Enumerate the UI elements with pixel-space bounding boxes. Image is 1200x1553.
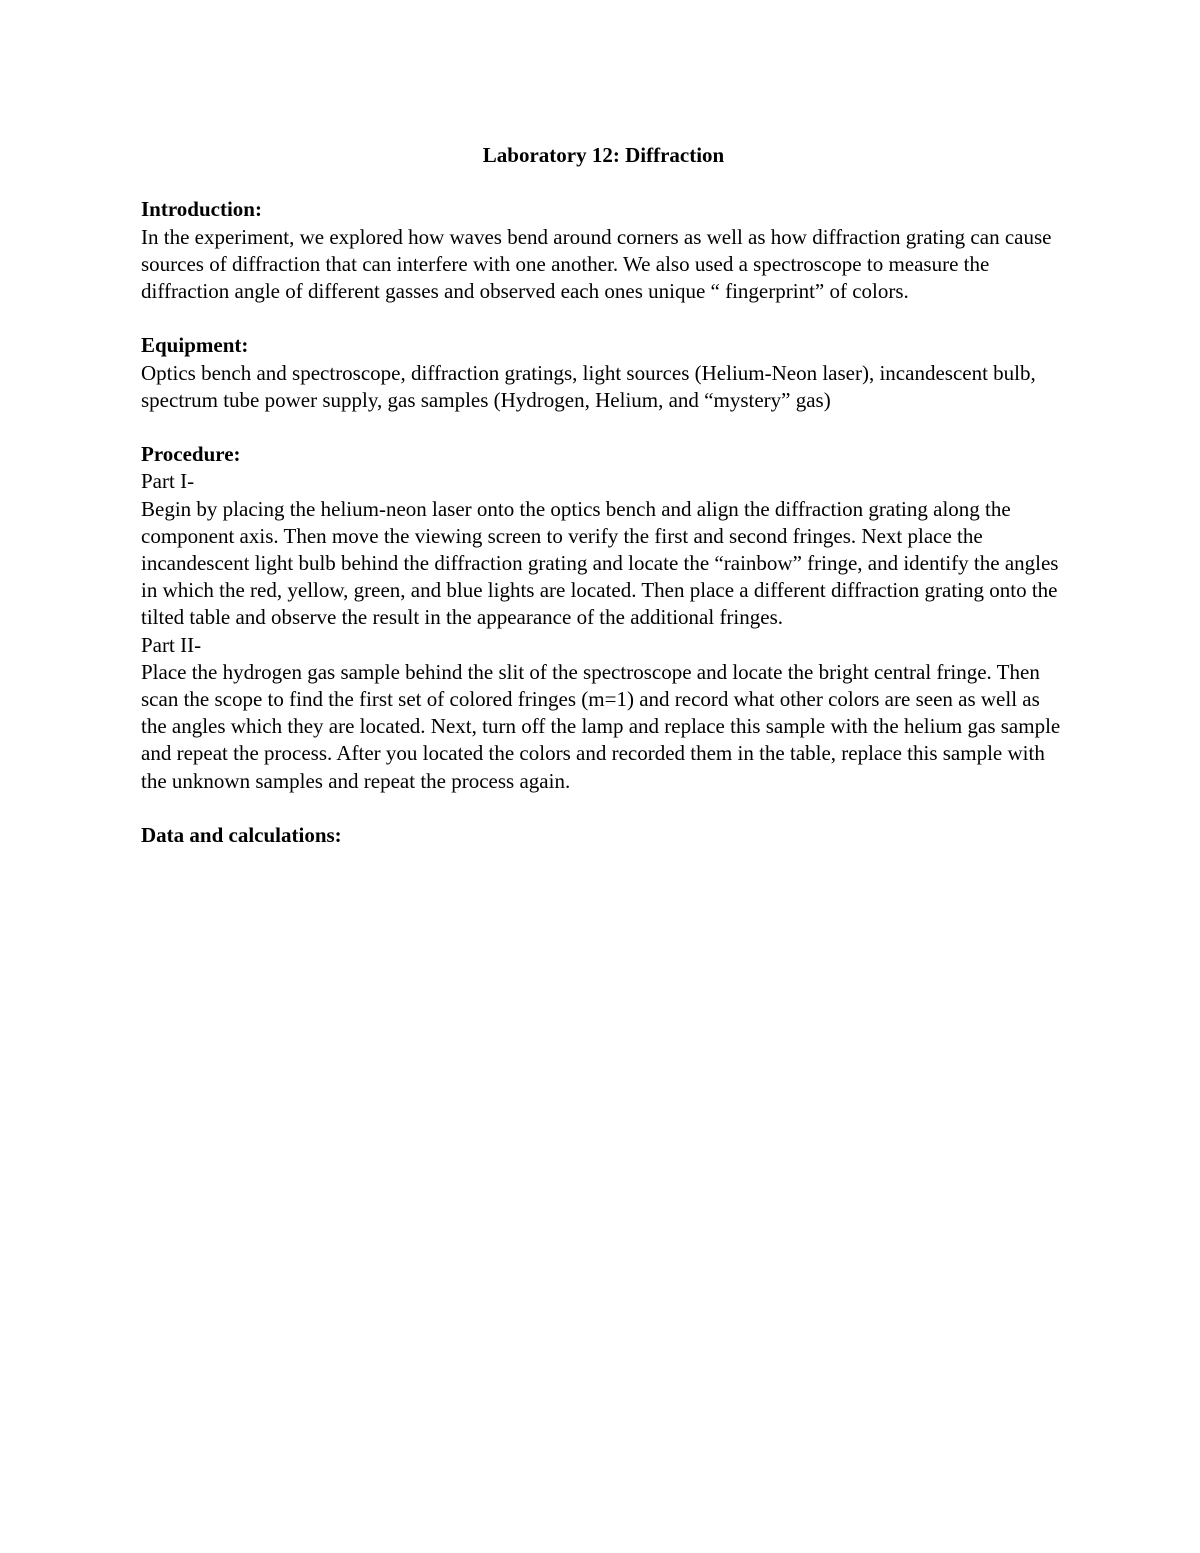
introduction-section xyxy=(141,196,1066,305)
procedure-section xyxy=(141,441,1066,795)
data-heading: Data and calculations: xyxy=(141,823,342,848)
equipment-heading: Equipment: xyxy=(141,333,249,358)
procedure-part2-label: Part II- xyxy=(141,632,202,657)
equipment-section xyxy=(141,332,1066,414)
equipment-text: Optics bench and spectroscope, diffraction gratings, light sources (Helium-Neon laser), incandescent bulb, spectrum tube power supply, gas samples (Hydrogen, Helium, and “mystery” gas) xyxy=(141,360,1036,412)
procedure-heading: Procedure: xyxy=(141,442,241,467)
introduction-text: In the experiment, we explored how waves bend around corners as well as how diffraction grating can cause sources of diffraction that can interfere with one another. We also used a spectroscope to measure the diffraction angle of different gasses and observed each ones unique “ fingerprint” of colors. xyxy=(141,224,1052,303)
procedure-part2-text: Place the hydrogen gas sample behind the slit of the spectroscope and locate the bright central fringe. Then scan the scope to find the first set of colored fringes (m=1) and record what other colors are seen as well as the angles which they are located. Next, turn off the lamp and replace this sample with the helium gas sample and repeat the process. After you located the colors and recorded them in the table, replace this sample with the unknown samples and repeat the process again. xyxy=(141,659,1061,793)
data-section xyxy=(141,822,1066,849)
document-title: Laboratory 12: Diffraction xyxy=(482,143,725,167)
procedure-part1-text: Begin by placing the helium-neon laser onto the optics bench and align the diffraction grating along the component axis. Then move the viewing screen to verify the first and second fringes. Next place the incandescent light bulb behind the diffraction grating and locate the “rainbow” fringe, and identify the angles in which the red, yellow, green, and blue lights are located. Then place a different diffraction grating onto the tilted table and observe the result in the appearance of the additional fringes. xyxy=(141,496,1059,630)
document-page xyxy=(141,142,1066,876)
procedure-part1-label: Part I- xyxy=(141,469,195,494)
introduction-heading: Introduction: xyxy=(141,197,262,222)
